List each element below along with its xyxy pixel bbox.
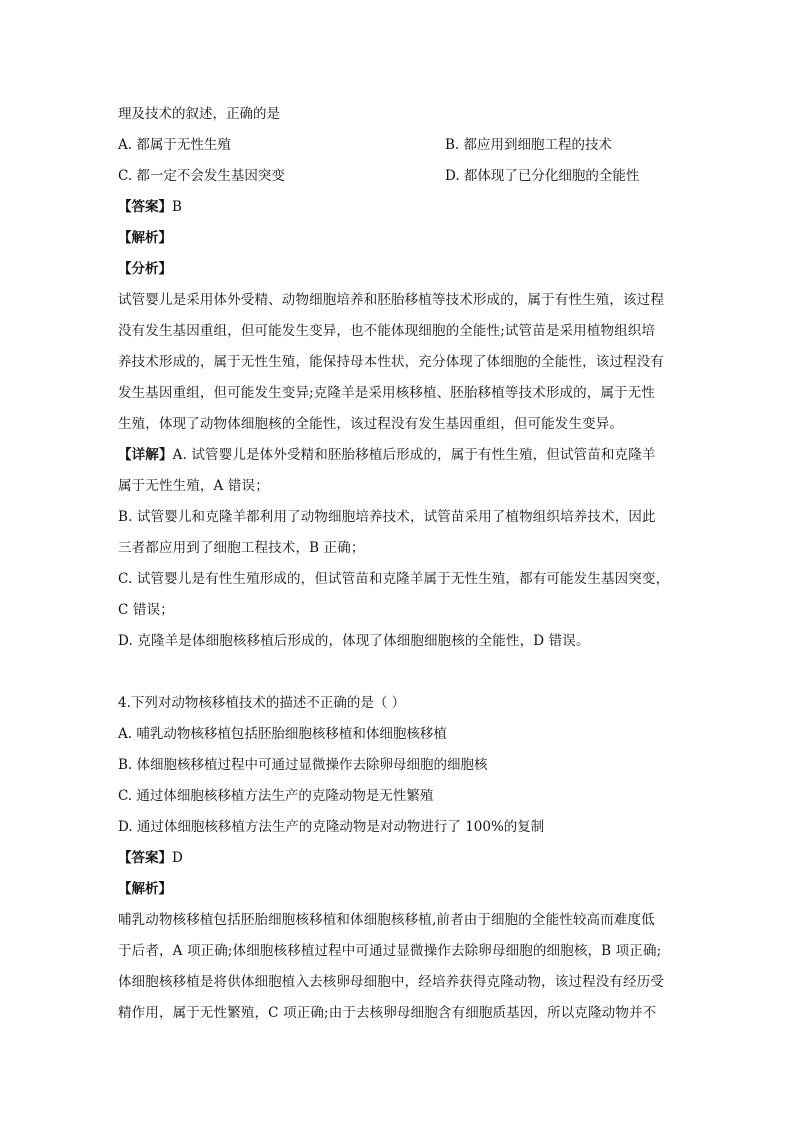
document-page: [118, 104, 678, 1034]
q3-options-row-1: [118, 135, 678, 166]
q3-option-a: A. 都属于无性生殖: [118, 137, 231, 153]
q4-stem: 4.下列对动物核移植技术的描述不正确的是（ ）: [118, 695, 406, 711]
q4-analysis-line: 体细胞核移植是将供体细胞植入去核卵母细胞中，经培养获得克隆动物，该过程没有经历受: [118, 974, 664, 990]
q4-answer-value: D: [172, 850, 183, 866]
q4-jiexi-label: 【解析】: [118, 881, 172, 897]
q4-option-d: D. 通过体细胞核移植方法生产的克隆动物是对动物进行了 100%的复制: [118, 819, 545, 835]
q3-option-b: B. 都应用到细胞工程的技术: [445, 137, 613, 153]
q3-analysis-line: 发生基因重组，但可能发生变异;克隆羊是采用核移植、胚胎移植等技术形成的，属于无性: [118, 385, 656, 401]
q4-analysis-line: 哺乳动物核移植包括胚胎细胞核移植和体细胞核移植,前者由于细胞的全能性较高而难度低: [118, 912, 655, 928]
q3-options-row-2: [118, 166, 678, 197]
q4-option-b: B. 体细胞核移植过程中可通过显微操作去除卵母细胞的细胞核: [118, 757, 488, 773]
q4-analysis-line: 精作用，属于无性繁殖，C 项正确;由于去核卵母细胞含有细胞质基因，所以克隆动物并不: [118, 1005, 657, 1021]
q3-detail-text: A. 试管婴儿是体外受精和胚胎移植后形成的，属于有性生殖，但试管苗和克隆羊: [172, 447, 656, 463]
q4-option-a: A. 哺乳动物核移植包括胚胎细胞核移植和体细胞核移植: [118, 726, 447, 742]
q3-analysis-line: 养技术形成的，属于无性生殖，能保持母本性状，充分体现了体细胞的全能性，该过程没有: [118, 354, 664, 370]
q3-detail-line: B. 试管婴儿和克隆羊都利用了动物细胞培养技术，试管苗采用了植物组织培养技术，因此: [118, 509, 656, 525]
q3-option-d: D. 都体现了已分化细胞的全能性: [445, 168, 640, 184]
q3-fenxi-label: 【分析】: [118, 261, 172, 277]
q3-analysis-line: 没有发生基因重组，但可能发生变异，也不能体现细胞的全能性;试管苗是采用植物组织培: [118, 323, 656, 339]
q3-answer-value: B: [172, 199, 182, 215]
q3-answer-label: 【答案】: [118, 199, 172, 215]
q3-option-c: C. 都一定不会发生基因突变: [118, 168, 285, 184]
q3-xiangjie-label: 【详解】: [118, 447, 173, 463]
q4-analysis-line: 于后者，A 项正确;体细胞核移植过程中可通过显微操作去除卵母细胞的细胞核，B 项正确;: [118, 943, 662, 959]
q3-detail-line: C. 试管婴儿是有性生殖形成的，但试管苗和克隆羊属于无性生殖，都有可能发生基因突变，: [118, 571, 670, 587]
q3-stem-tail: 理及技术的叙述，正确的是: [118, 106, 280, 122]
q3-detail-line-first: [118, 445, 678, 476]
q3-jiexi-label: 【解析】: [118, 230, 172, 246]
q3-detail-line: C 错误；: [118, 602, 174, 618]
q3-detail-line: 属于无性生殖，A 错误；: [118, 478, 269, 494]
q3-analysis-line: 试管婴儿是采用体外受精、动物细胞培养和胚胎移植等技术形成的，属于有性生殖，该过程: [118, 292, 664, 308]
q3-answer: [118, 197, 678, 228]
q4-answer: [118, 848, 678, 879]
q3-analysis-line: 生殖，体现了动物体细胞核的全能性，该过程没有发生基因重组，但可能发生变异。: [118, 416, 624, 432]
question-separator: [118, 662, 678, 693]
q4-answer-label: 【答案】: [118, 850, 172, 866]
q4-option-c: C. 通过体细胞核移植方法生产的克隆动物是无性繁殖: [118, 788, 434, 804]
q3-detail-line: D. 克隆羊是体细胞核移植后形成的，体现了体细胞细胞核的全能性，D 错误。: [118, 633, 590, 649]
q3-detail-line: 三者都应用到了细胞工程技术，B 正确；: [118, 540, 365, 556]
